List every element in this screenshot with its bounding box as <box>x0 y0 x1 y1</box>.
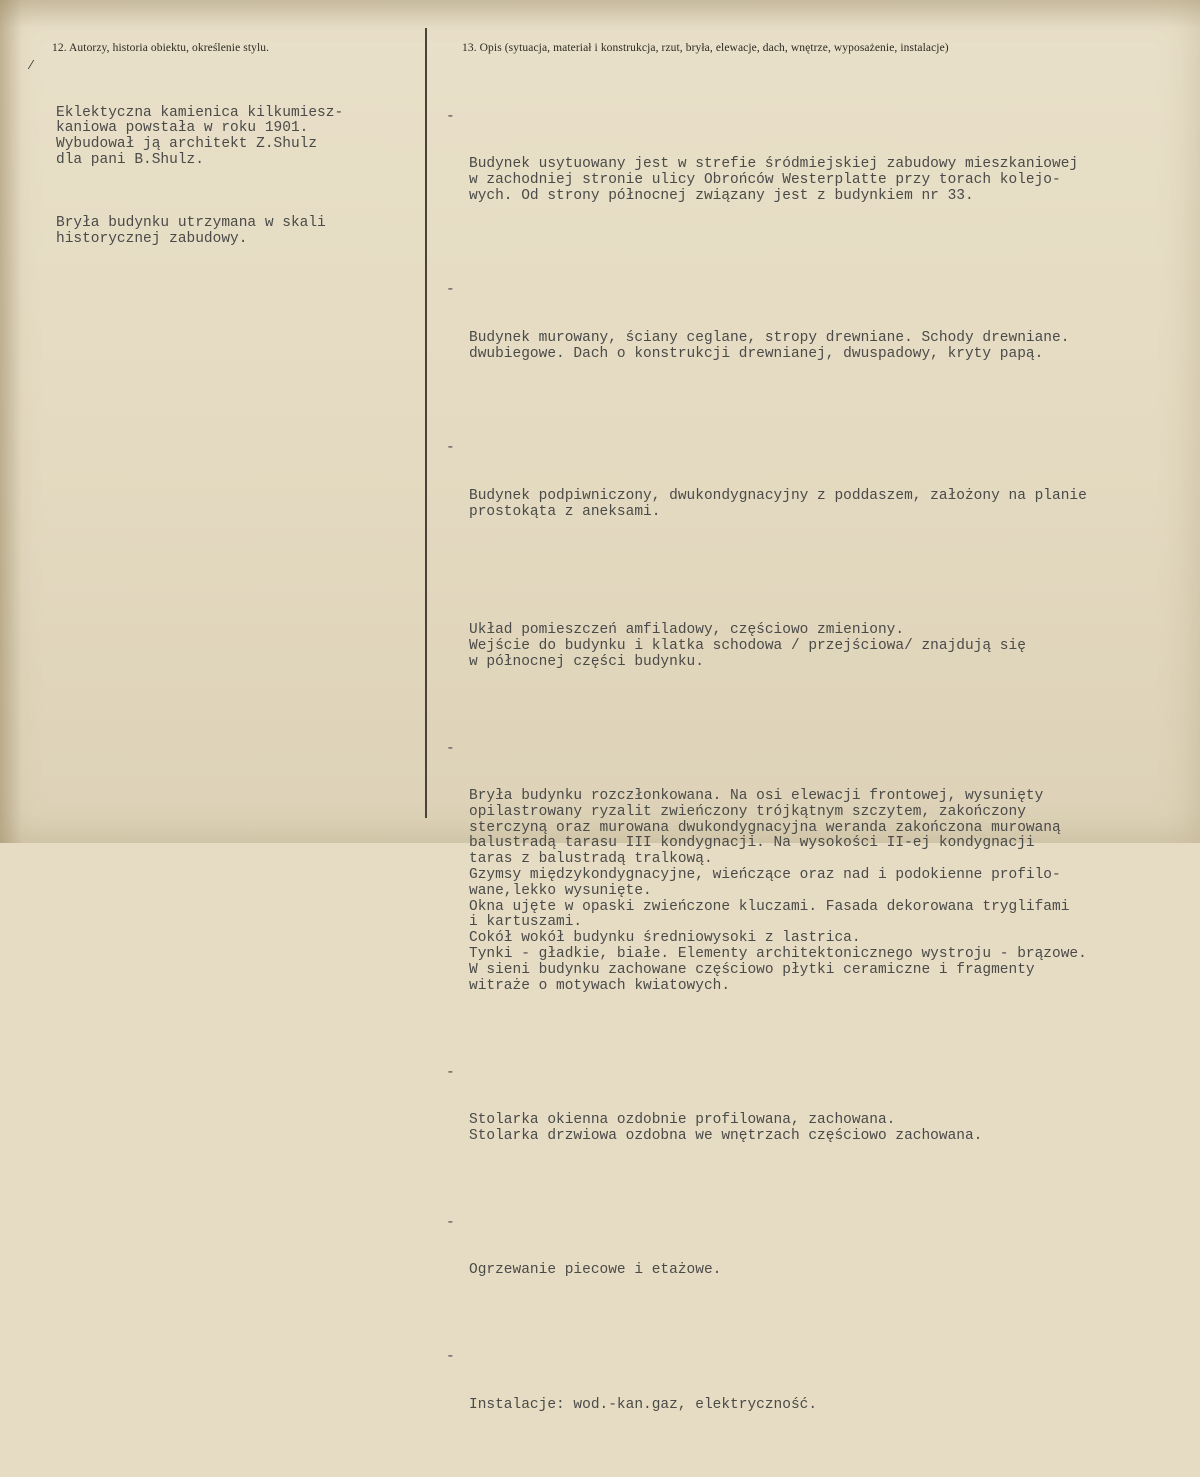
description-item-text: Układ pomieszczeń amfiladowy, częściowo zmieniony. Wejście do budynku i klatka schodowa / przejściowa/ znajdują się w północnej części budynku. <box>469 622 1026 670</box>
paper-edge-shadow <box>0 0 1200 28</box>
description-item-text: Budynek podpiwniczony, dwukondygnacyjny z poddaszem, założony na planie prostokąta z aneksami. <box>469 487 1087 520</box>
bullet-dash: - <box>446 740 455 757</box>
description-item-text: Stolarka okienna ozdobnie profilowana, zachowana. Stolarka drzwiowa ozdobna we wnętrzach częściowo zachowana. <box>469 1112 983 1144</box>
description-item-text: Bryła budynku rozczłonkowana. Na osi elewacji frontowej, wysunięty opilastrowany ryzalit zwieńczony trójkątnym szczytem, zakończony sterczyną oraz murowana dwukondygnacyjna weranda zakończona murowaną balustradą tarasu III kondygnacji. Na wysokości II-ej kondygnacji taras z balustradą tralkową. Gzymsy międzykondygnacyjne, wieńczące oraz nad i podokienne profilo- wane,lekko wysunięte. Okna ujęte w opaski zwieńczone kluczami. Fasada dekorowana tryglifami i kartuszami. Cokół wokół budynku średniowysoki z lastrica. Tynki - gładkie, białe. Elementy architektonicznego wystroju - brązowe. W sieni budynku zachowane częściowo płytki ceramiczne i fragmenty witraże o motywach kwiatowych. <box>469 788 1087 994</box>
description-item <box>446 441 1196 552</box>
paper-edge-shadow <box>0 0 22 843</box>
description-item <box>446 1350 1196 1445</box>
history-paragraph: Bryła budynku utrzymana w skali historycznej zabudowy. <box>56 215 326 247</box>
description-item-text: Budynek murowany, ściany ceglane, stropy drewniane. Schody drewniane. dwubiegowe. Dach o konstrukcji drewnianej, dwuspadowy, kryty papą. <box>469 329 1070 362</box>
description-item-text: Budynek usytuowany jest w strefie śródmiejskiej zabudowy mieszkaniowej w zachodniej stronie ulicy Obrońców Westerplatte przy torach kolejo- wych. Od strony północnej związany jest z budynkiem nr 33. <box>469 155 1079 204</box>
pencil-mark-icon: ⁄ <box>30 58 33 72</box>
description-item <box>446 110 1196 236</box>
section-13-header: 13. Opis (sytuacja, materiał i konstrukcja, rzut, bryła, elewacje, dach, wnętrze, wyposażenie, instalacje) <box>462 42 949 54</box>
bullet-dash: - <box>446 440 455 457</box>
bullet-dash: - <box>446 108 455 125</box>
column-divider <box>425 28 427 818</box>
bullet-dash: - <box>446 1064 455 1081</box>
bullet-dash: - <box>446 1349 455 1366</box>
description-item <box>446 742 1196 1026</box>
bullet-dash: - <box>446 282 455 299</box>
description-item <box>446 1216 1196 1311</box>
description-item <box>446 1066 1196 1177</box>
bullet-dash: - <box>446 1214 455 1231</box>
history-paragraph: Eklektyczna kamienica kilkumiesz- kaniowa powstała w roku 1901. Wybudował ją architekt Z.Shulz dla pani B.Shulz. <box>56 104 344 168</box>
description-text <box>446 78 1196 1477</box>
section-12-header: 12. Autorzy, historia obiektu, określenie stylu. <box>52 42 270 54</box>
authors-history-text <box>56 74 343 295</box>
description-item-text: Ogrzewanie piecowe i etażowe. <box>469 1262 722 1279</box>
description-item <box>446 283 1196 394</box>
description-subparagraph <box>446 592 1196 703</box>
description-item-text: Instalacje: wod.-kan.gaz, elektryczność. <box>469 1396 818 1413</box>
